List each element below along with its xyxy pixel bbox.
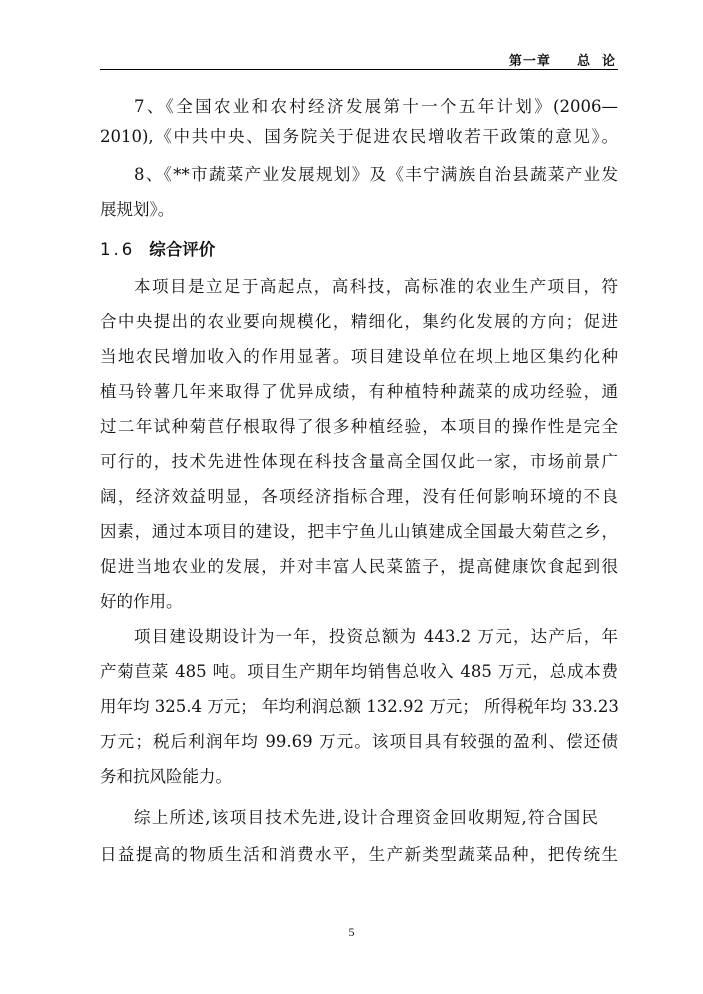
para1-line: 因素，通过本项目的建设，把丰宁鱼儿山镇建成全国最大菊苣之乡，: [100, 522, 618, 541]
header-text: [509, 50, 616, 69]
para2-line: 务和抗风险能力。: [100, 767, 232, 786]
section-number: 1.6: [100, 240, 136, 259]
para1-line: 促进当地农业的发展，并对丰富人民菜篮子，提高健康饮食起到很: [100, 557, 618, 576]
para1-line: 好的作用。: [100, 592, 183, 611]
section-heading: [100, 239, 618, 261]
para2-line: 用年均 325.4 万元； 年均利润总额 132.92 万元； 所得税年均 33.23: [100, 697, 619, 716]
para1-line: 合中央提出的农业要向规模化，精细化，集约化发展的方向；促进: [100, 312, 618, 331]
para3-line: 日益提高的物质生活和消费水平，生产新类型蔬菜品种，把传统生: [100, 845, 618, 864]
para1-line: 当地农民增加收入的作用显著。项目建设单位在坝上地区集约化种: [100, 347, 618, 366]
ref-item-8-line-2: 展规划》。: [100, 200, 175, 219]
header-section: 总 论: [576, 54, 616, 69]
para2-line: 万元；税后利润年均 99.69 万元。该项目具有较强的盈利、偿还债: [100, 732, 618, 751]
para2-line: 项目建设期设计为一年，投资总额为 443.2 万元，达产后，年: [134, 627, 618, 646]
page-number: 5: [348, 925, 355, 939]
ref-item-7-line-1: 7、《全国农业和农村经济发展第十一个五年计划》(2006—: [134, 97, 618, 116]
para1-line: 本项目是立足于高起点，高科技，高标准的农业生产项目，符: [134, 277, 618, 296]
para1-line: 植马铃薯几年来取得了优异成绩，有种植特种蔬菜的成功经验，通: [100, 382, 618, 401]
ref-item-7-line-2: 2010),《中共中央、国务院关于促进农民增收若干政策的意见》。: [100, 127, 618, 146]
para1-line: 阔，经济效益明显，各项经济指标合理，没有任何影响环境的不良: [100, 487, 618, 506]
header-chapter: 第一章: [508, 54, 551, 69]
para2-line: 产菊苣菜 485 吨。项目生产期年均销售总收入 485 万元，总成本费: [100, 662, 618, 681]
ref-item-8-line-1: 8、《**市蔬菜产业发展规划》及《丰宁满族自治县蔬菜产业发: [134, 165, 618, 184]
running-header: [100, 48, 618, 68]
para1-line: 可行的，技术先进性体现在科技含量高全国仅此一家，市场前景广: [100, 452, 618, 471]
section-title: 综合评价: [149, 240, 216, 259]
para3-line: 综上所述,该项目技术先进,设计合理资金回收期短,符合国民: [134, 808, 598, 827]
para1-line: 过二年试种菊苣仔根取得了很多种植经验，本项目的操作性是完全: [100, 417, 618, 436]
header-rule: [100, 69, 618, 70]
